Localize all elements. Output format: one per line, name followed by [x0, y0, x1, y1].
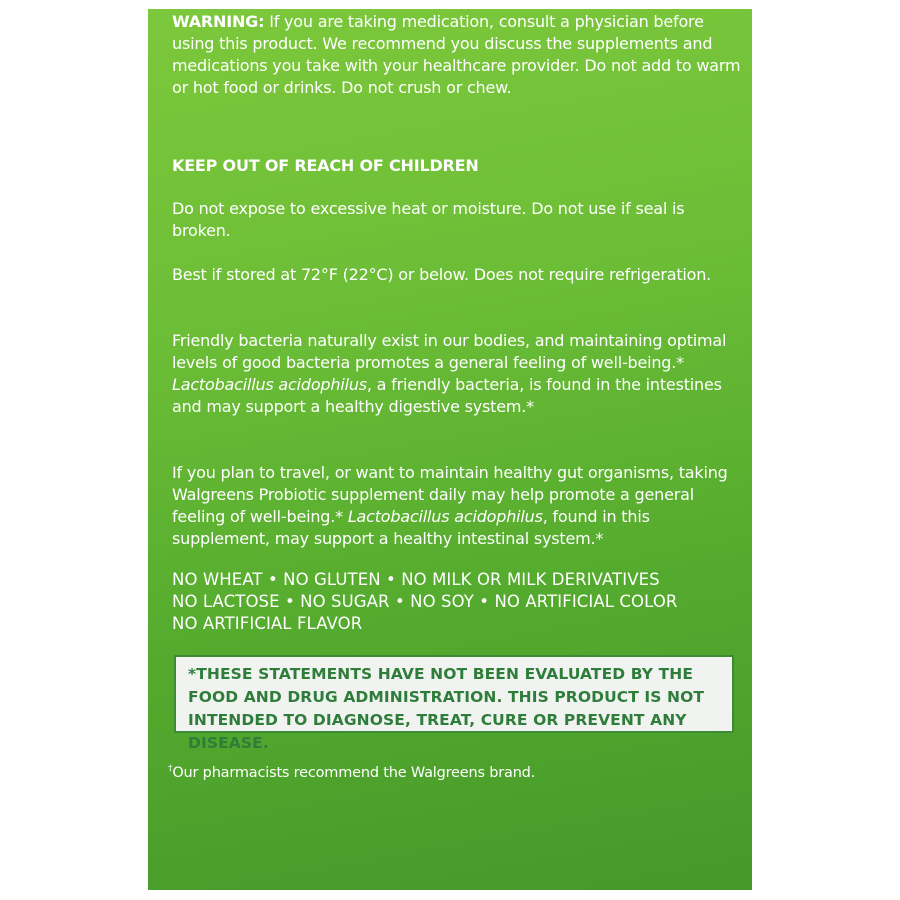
- keep-out-heading: KEEP OUT OF REACH OF CHILDREN: [172, 156, 479, 175]
- benefit-1-text-end: , a friendly bacteria, is found in the intestines and may support a healthy digestive system.*: [172, 375, 722, 416]
- storage-paragraph-1: Do not expose to excessive heat or moisture. Do not use if seal is broken.: [172, 199, 685, 240]
- warning-label: WARNING:: [172, 12, 265, 31]
- free-from-list: [172, 569, 742, 635]
- dagger-mark: †: [168, 764, 173, 774]
- package-back-panel: [148, 9, 752, 890]
- footnote-text: Our pharmacists recommend the Walgreens brand.: [172, 764, 536, 781]
- benefit-2-text: If you plan to travel, or want to maintain healthy gut organisms, taking Walgreens Probiotic supplement daily may help promote a general feeling of well-being.*: [172, 463, 728, 526]
- benefit-2-text-end: , found in this supplement, may support a healthy intestinal system.*: [172, 507, 650, 548]
- free-from-line: NO LACTOSE • NO SUGAR • NO SOY • NO ARTIFICIAL COLOR: [172, 592, 678, 611]
- storage-paragraph-2: Best if stored at 72°F (22°C) or below. Does not require refrigeration.: [172, 265, 712, 284]
- benefit-1-species: Lactobacillus acidophilus: [172, 375, 367, 394]
- free-from-line: NO WHEAT • NO GLUTEN • NO MILK OR MILK DERIVATIVES: [172, 570, 660, 589]
- footnote: [168, 758, 738, 784]
- free-from-line: NO ARTIFICIAL FLAVOR: [172, 614, 363, 633]
- benefit-2-species: Lactobacillus acidophilus: [347, 507, 543, 526]
- warning-text: If you are taking medication, consult a physician before using this product. We recommend you discuss the supplements and medications you take with your healthcare provider. Do not add to warm or hot food or drinks. Do not crush or chew.: [172, 12, 741, 97]
- benefit-paragraph-2: [172, 462, 742, 550]
- warning-paragraph: [172, 11, 742, 99]
- fda-disclaimer-box: *THESE STATEMENTS HAVE NOT BEEN EVALUATED BY THE FOOD AND DRUG ADMINISTRATION. THIS PRODUCT IS NOT INTENDED TO DIAGNOSE, TREAT, CURE OR PREVENT ANY DISEASE.: [174, 655, 734, 733]
- benefit-paragraph-1: [172, 330, 742, 418]
- benefit-1-text: Friendly bacteria naturally exist in our bodies, and maintaining optimal levels of good bacteria promotes a general feeling of well-being.*: [172, 331, 727, 372]
